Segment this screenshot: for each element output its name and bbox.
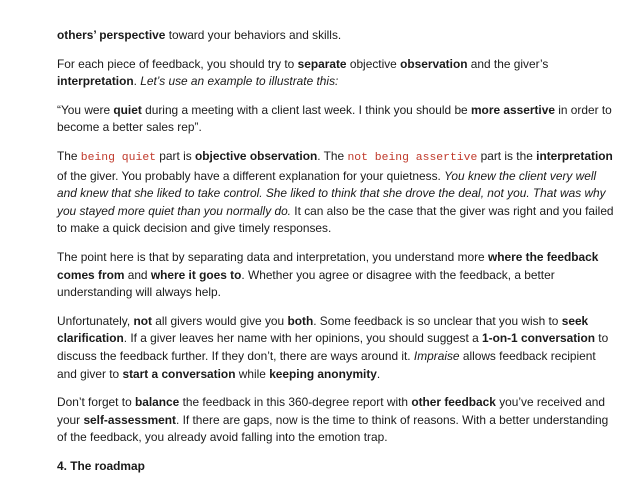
code-text: not being assertive (347, 151, 478, 164)
text: It can also be the case that the giver was right and you failed to make a quick decision and give timely responses. (57, 203, 614, 236)
paragraph-4 (57, 148, 618, 238)
bold-text: keeping anonymity (269, 366, 377, 381)
text: Don’t forget to (57, 395, 135, 410)
bold-text: others’ perspective (57, 28, 166, 42)
text: all givers would give you (151, 313, 288, 328)
bold-text: 1-on-1 conversation (482, 331, 595, 346)
text: . Whether you agree or disagree with the feedback, a better understanding will always help. (57, 267, 555, 300)
paragraph-7 (57, 394, 618, 447)
italic-text: Impraise (413, 348, 460, 363)
text: allows feedback recipient and giver to (57, 348, 596, 381)
section-heading: 4. The roadmap (57, 458, 145, 473)
text: Unfortunately, (57, 313, 134, 328)
text: in order to become a better sales rep”. (57, 102, 612, 135)
text: part is (156, 148, 195, 163)
bold-text: separate (297, 56, 347, 71)
bold-text: observation (400, 56, 468, 71)
text: you’ve received and your (57, 395, 605, 427)
bold-text: where it goes to (150, 267, 242, 282)
bold-text: both (287, 313, 314, 328)
text: and (124, 267, 151, 282)
bold-text: quiet (113, 102, 142, 117)
text: For each piece of feedback, you should try to (57, 56, 298, 71)
text: . (133, 74, 141, 89)
bold-text: objective observation (195, 148, 318, 163)
text: “You were (57, 102, 114, 117)
bold-text: where the feedback comes from (57, 249, 599, 282)
text: The point here is that by separating data and interpretation, you understand more (57, 249, 488, 264)
text: . If there are gaps, now is the time to think of reasons. With a better understanding of the feedback, you already avoid falling into the emotion trap. (57, 412, 609, 445)
bold-text: interpretation (57, 74, 134, 89)
text: . Some feedback is so unclear that you wish to (313, 313, 562, 328)
code-text: being quiet (80, 151, 156, 164)
italic-text: Let’s use an example to illustrate this: (140, 74, 339, 89)
text: . If a giver leaves her name with her opinions, you should suggest a (123, 331, 482, 346)
bold-text: self-assessment (83, 412, 176, 427)
text: toward your behaviors and skills. (165, 28, 342, 42)
paragraph-5 (57, 249, 618, 302)
text: to discuss the feedback further. If they don’t, there are ways around it. (57, 331, 609, 363)
paragraph-6 (57, 313, 618, 383)
text: during a meeting with a client last week. I think you should be (141, 102, 471, 117)
bold-text: not (133, 313, 152, 328)
text: objective (346, 56, 401, 71)
text: the feedback in this 360-degree report with (179, 395, 412, 410)
bold-text: balance (135, 395, 180, 410)
bold-text: other feedback (411, 395, 496, 410)
text: of the giver. You probably have a different explanation for your quietness. (57, 168, 445, 183)
bold-text: more assertive (470, 102, 555, 117)
text: while (235, 366, 270, 381)
paragraph-2 (57, 56, 618, 91)
italic-text: You knew the client very well and knew that she liked to take control. She liked to think that she drove the deal, not you. That was why you stayed more quiet than you normally do. (57, 168, 606, 218)
bold-text: seek clarification (57, 313, 589, 346)
text: . The (317, 148, 348, 163)
paragraph-3 (57, 102, 618, 137)
bold-text: interpretation (536, 148, 613, 163)
paragraph-1 (57, 27, 618, 45)
text: part is the (477, 148, 537, 163)
text: . (376, 366, 381, 381)
text: and the giver’s (467, 56, 549, 71)
bold-text: start a conversation (122, 366, 236, 381)
text: The (57, 148, 81, 163)
